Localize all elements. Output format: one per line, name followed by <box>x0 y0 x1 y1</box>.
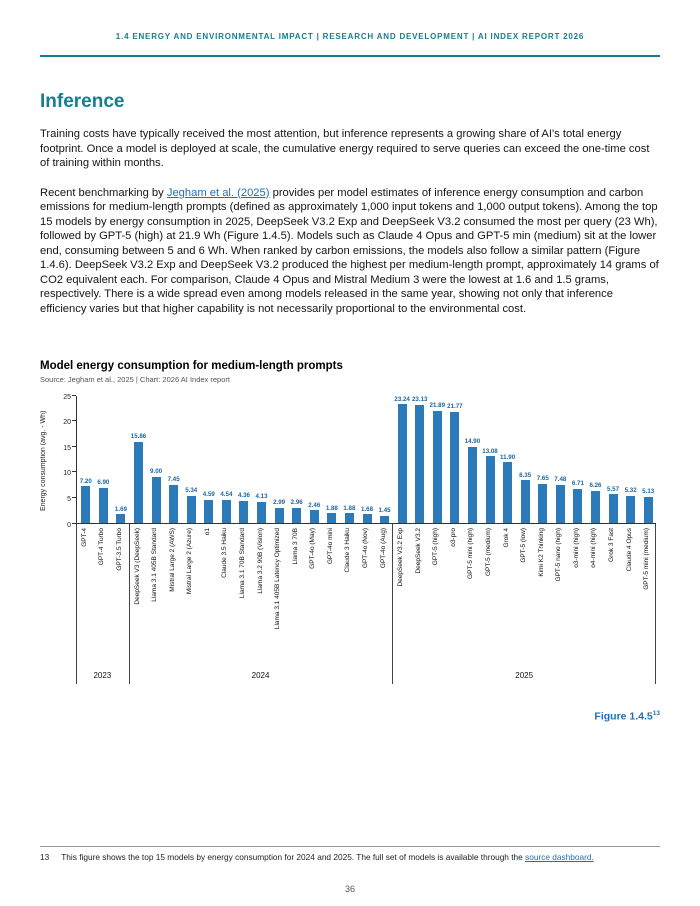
bar-value-label: 21.77 <box>447 403 463 411</box>
year-label: 2025 <box>515 671 534 680</box>
bar-value-label: 4.54 <box>220 491 233 499</box>
x-tick-label: DeepSeek V3 (DeepSeek) <box>133 528 141 605</box>
y-tick-mark <box>72 420 76 421</box>
figure-1-4-5 <box>40 360 660 684</box>
bar-claude-4-opus <box>626 496 635 523</box>
x-tick-label: Mistral Large 2 (AWS) <box>168 528 176 592</box>
paragraph-intro: Training costs have typically received the most attention, but inference represents a growing share of AI's total energy footprint. Once a model is deployed at scale, the cumulative energy required to serve queries can exceed the one-time cost of training within months. <box>40 128 650 169</box>
x-tick-label: Grok 4 <box>502 528 510 548</box>
page-header <box>40 0 660 41</box>
year-group-labels <box>76 666 656 684</box>
bar-value-label: 9.00 <box>150 468 163 476</box>
bar-value-label: 11.90 <box>500 453 516 461</box>
x-tick-label: GPT-5 nano (high) <box>555 528 563 582</box>
bar-llama-3-1-405b-latency-optimized <box>275 508 284 523</box>
bar-value-label: 2.46 <box>308 501 321 509</box>
bar-value-label: 15.86 <box>130 433 147 441</box>
figure-caption <box>40 710 660 723</box>
bar-value-label: 1.88 <box>343 504 356 512</box>
bar-value-label: 5.13 <box>642 488 655 496</box>
group-separator <box>76 524 77 684</box>
page-number: 36 <box>344 884 355 894</box>
footnote <box>40 846 660 862</box>
bar-gpt-5-mini-high- <box>468 447 477 523</box>
header-rule <box>40 55 660 57</box>
jegham-citation-link[interactable]: Jegham et al. (2025) <box>166 186 270 199</box>
header-breadcrumb: 1.4 ENERGY AND ENVIRONMENTAL IMPACT | RESEARCH AND DEVELOPMENT | AI INDEX REPORT 2026 <box>115 32 585 41</box>
bar-value-label: 6.26 <box>589 482 602 490</box>
bar-gpt-4o-may- <box>310 510 319 523</box>
y-tick-label: 25 <box>63 393 71 401</box>
x-tick-label: GPT-4 <box>80 528 88 547</box>
bar-value-label: 2.99 <box>273 499 286 507</box>
source-dashboard-link[interactable]: source dashboard. <box>525 852 594 862</box>
bar-value-label: 1.45 <box>378 507 391 515</box>
bar-gpt-4 <box>81 486 90 523</box>
y-tick-mark <box>72 497 76 498</box>
bar-o4-mini-high- <box>591 491 600 523</box>
y-axis-title-text: Energy consumption (avg. - Wh) <box>40 410 47 512</box>
bar-value-label: 4.59 <box>202 491 215 498</box>
bar-value-label: 2.96 <box>290 499 303 507</box>
bar-value-label: 6.90 <box>97 479 110 487</box>
x-tick-label: Grok 3 Fast <box>608 528 616 562</box>
x-tick-label: GPT-3.5 Turbo <box>115 528 123 571</box>
chart-source: Source: Jegham et al., 2025 | Chart: 2026 AI Index report <box>40 375 230 384</box>
bar-gpt-3-5-turbo <box>116 514 125 523</box>
bar-gpt-5-medium- <box>486 456 495 523</box>
bars-area <box>76 396 656 524</box>
paragraph-benchmarking-pre: Recent benchmarking by <box>40 186 167 199</box>
bar-llama-3-70b <box>292 508 301 523</box>
x-tick-label: Mistral Large 2 (Azure) <box>186 528 194 595</box>
bar-value-label: 13.08 <box>482 447 498 455</box>
bar-value-label: 7.65 <box>536 475 549 483</box>
plot-area <box>76 396 656 684</box>
bar-o3-pro <box>450 412 459 523</box>
bar-gpt-4o-mini <box>327 513 336 523</box>
y-tick-label: 20 <box>63 419 71 427</box>
x-tick-label: GPT-5 mini (high) <box>467 528 475 579</box>
bar-deepseek-v3-deepseek- <box>134 442 143 523</box>
bar-gpt-5-nano-high- <box>556 485 565 523</box>
bar-deepseek-v3-2 <box>415 405 424 523</box>
x-tick-label: Llama 3.1 70B Standard <box>238 528 246 599</box>
bar-mistral-large-2-azure- <box>187 496 196 523</box>
x-axis-labels <box>76 524 656 666</box>
bar-value-label: 4.36 <box>237 492 250 500</box>
x-tick-label: GPT-5 (medium) <box>485 528 493 577</box>
bar-value-label: 5.57 <box>607 485 620 493</box>
bar-value-label: 5.34 <box>185 487 198 495</box>
bar-value-label: 7.48 <box>554 476 567 484</box>
x-tick-label: Llama 3.2 90B (Vision) <box>256 528 264 594</box>
x-tick-label: Llama 3.1 405B Latency Optimized <box>274 528 282 630</box>
bar-value-label: 23.13 <box>411 396 428 404</box>
y-axis-title <box>40 396 54 526</box>
x-tick-label: Claude 4 Opus <box>625 528 633 572</box>
x-tick-label: o4-mini (high) <box>590 528 598 568</box>
x-tick-label: DeepSeek V3.2 Exp <box>397 528 405 587</box>
bar-o3-mini-high- <box>573 489 582 523</box>
figure-caption-footnote-ref: 13 <box>652 710 660 717</box>
group-separator <box>655 524 656 684</box>
bar-value-label: 23.24 <box>394 395 410 403</box>
x-tick-label: Claude 3.5 Haiku <box>221 528 229 578</box>
bar-value-label: 21.89 <box>429 402 446 410</box>
bar-gpt-5-high- <box>433 411 442 523</box>
y-tick-label: 10 <box>63 470 71 478</box>
paragraph-benchmarking-post: provides per model estimates of inference energy consumption and carbon emissions for medium-length prompts (defined as approximately 1,000 input tokens and 1,000 output tokens). Among the top 15 models by energy consumption in 2025, DeepSeek V3.2 Exp and DeepSeek V3.2 consumed the most per query (23 Wh), followed by GPT-5 (high) at 21.9 Wh (Figure 1.4.5). Models such as Claude 4 Opus and GPT-5 min (medium) sit at the lower end, consuming between 5 and 6 Wh. When ranked by carbon emissions, the models also follow a similar pattern (Figure 1.4.6). DeepSeek V3.2 Exp and DeepSeek V3.2 produced the highest per medium-length prompt, approximately 14 grams of CO2 equivalent each. For comparison, Claude 4 Opus and Mistral Medium 3 were the lowest at 1.6 and 1.5 grams, respectively. There is a wide spread even among models released in the same year, showing not only that inference efficiency varies but that higher capability is not necessarily proportional to the environmental cost. <box>40 186 659 315</box>
x-tick-label: GPT-4o mini <box>326 528 334 565</box>
bar-deepseek-v3-2-exp <box>398 404 407 523</box>
figure-caption-text: Figure 1.4.5 <box>594 710 653 723</box>
x-tick-label: GPT-4o (Nov) <box>362 528 369 569</box>
bar-value-label: 6.71 <box>571 480 584 488</box>
x-tick-label: Claude 3 Haiku <box>344 528 352 573</box>
footnote-text: This figure shows the top 15 models by energy consumption for 2024 and 2025. The full set of models is available through the <box>61 852 526 862</box>
chart-title: Model energy consumption for medium-length prompts <box>40 360 343 372</box>
x-tick-label: o3-pro <box>449 528 457 547</box>
x-tick-label: GPT-4 Turbo <box>98 528 106 566</box>
y-tick-mark <box>72 446 76 447</box>
bar-gpt-5-mini-medium- <box>644 497 653 523</box>
bar-gpt-4o-aug- <box>380 516 389 523</box>
group-separator <box>392 524 393 684</box>
chart-body <box>40 393 660 684</box>
x-tick-label: GPT-5 mini (medium) <box>643 528 651 590</box>
y-tick-mark <box>72 471 76 472</box>
y-axis <box>54 393 76 529</box>
bar-value-label: 5.32 <box>624 487 637 495</box>
x-tick-label: GPT-5 (high) <box>432 528 440 566</box>
x-tick-label: DeepSeek V3.2 <box>414 528 422 574</box>
section-title: Inference <box>40 91 125 112</box>
bar-claude-3-5-haiku <box>222 500 231 523</box>
bar-o1 <box>204 500 213 524</box>
bar-value-label: 4.13 <box>255 493 268 501</box>
bar-grok-3-fast <box>609 494 618 523</box>
bar-value-label: 7.45 <box>167 476 180 484</box>
bar-value-label: 1.68 <box>360 505 374 513</box>
bar-value-label: 14.90 <box>464 438 481 446</box>
bar-llama-3-1-405b-standard <box>152 477 161 523</box>
bar-value-label: 1.88 <box>325 504 338 512</box>
x-tick-label: Kimi K2 Thinking <box>537 528 545 577</box>
y-tick-mark <box>72 395 76 396</box>
x-tick-label: GPT-4o (May) <box>309 528 317 569</box>
group-separator <box>129 524 130 684</box>
x-tick-label: o1 <box>203 528 211 536</box>
bar-kimi-k2-thinking <box>538 484 547 523</box>
bar-value-label: 1.69 <box>114 505 127 513</box>
x-tick-label: GPT-4o (Aug) <box>379 528 387 569</box>
paragraph-benchmarking <box>40 186 660 317</box>
x-tick-label: o3-mini (high) <box>572 528 580 568</box>
y-tick-label: 15 <box>63 444 71 452</box>
bar-gpt-4o-nov- <box>363 514 372 523</box>
x-tick-label: GPT-5 (low) <box>520 528 528 563</box>
bar-value-label: 7.20 <box>79 477 92 485</box>
year-label: 2023 <box>93 671 112 680</box>
y-tick-label: 0 <box>67 521 71 529</box>
bar-value-label: 8.35 <box>519 471 532 479</box>
bar-llama-3-1-70b-standard <box>239 501 248 523</box>
footnote-number: 13 <box>40 852 50 862</box>
x-tick-label: Llama 3.1 405B Standard <box>151 528 159 602</box>
year-label: 2024 <box>251 671 270 680</box>
bar-claude-3-haiku <box>345 513 354 523</box>
x-tick-label: Llama 3 70B <box>291 528 299 565</box>
bar-gpt-5-low- <box>521 480 530 523</box>
y-tick-label: 5 <box>67 495 71 503</box>
